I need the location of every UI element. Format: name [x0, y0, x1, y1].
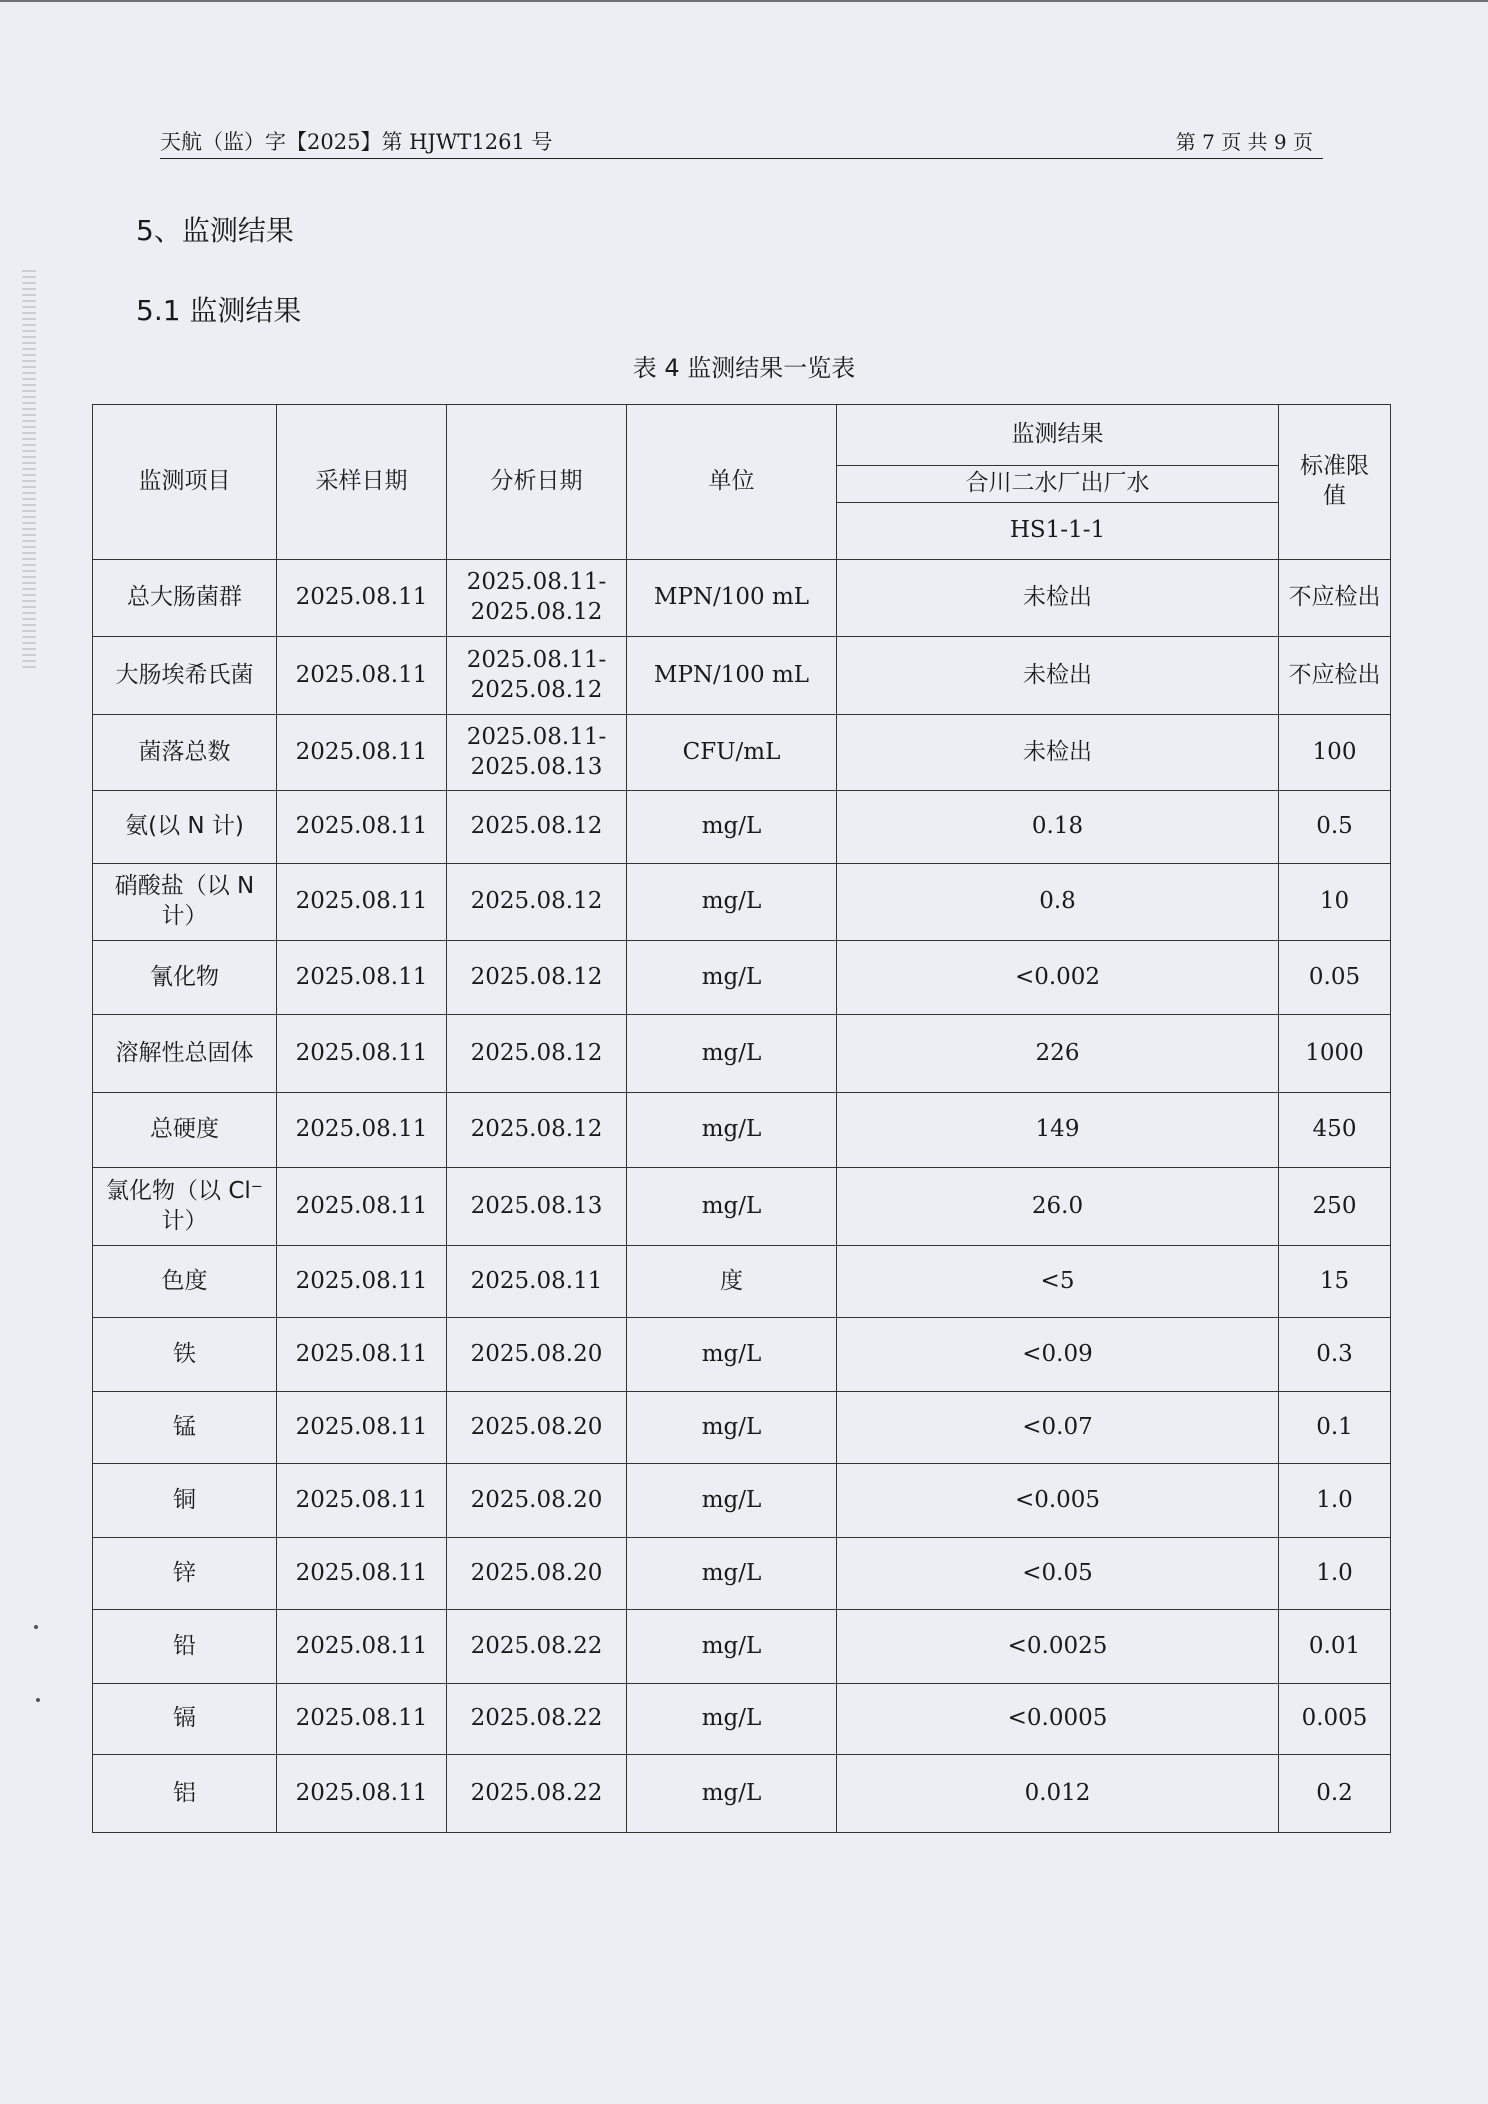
- cell-result: 0.18: [837, 791, 1279, 864]
- cell-unit: mg/L: [627, 1318, 837, 1392]
- cell-item: 氨(以 N 计): [93, 791, 277, 864]
- cell-analysis-date: 2025.08.12: [447, 1093, 627, 1168]
- header-sample-date: 采样日期: [277, 405, 447, 560]
- scan-top-edge: [0, 0, 1488, 2]
- table-row: [93, 1015, 1391, 1093]
- cell-analysis-date: 2025.08.12: [447, 1015, 627, 1093]
- header-result-group: 监测结果: [837, 405, 1279, 466]
- cell-limit: 不应检出: [1279, 637, 1391, 715]
- cell-analysis-date: 2025.08.12: [447, 864, 627, 941]
- table-row: [93, 1684, 1391, 1755]
- table-row: [93, 1755, 1391, 1833]
- cell-sample-date: 2025.08.11: [277, 1610, 447, 1684]
- cell-sample-date: 2025.08.11: [277, 715, 447, 791]
- cell-item: 锌: [93, 1538, 277, 1610]
- table-row: [93, 941, 1391, 1015]
- cell-limit: 1.0: [1279, 1464, 1391, 1538]
- cell-sample-date: 2025.08.11: [277, 1318, 447, 1392]
- page-header: [160, 122, 1323, 159]
- cell-item: 铝: [93, 1755, 277, 1833]
- cell-limit: 450: [1279, 1093, 1391, 1168]
- cell-unit: mg/L: [627, 1684, 837, 1755]
- cell-result: <0.002: [837, 941, 1279, 1015]
- cell-sample-date: 2025.08.11: [277, 1246, 447, 1318]
- scan-margin-marks: [22, 270, 36, 670]
- cell-unit: mg/L: [627, 791, 837, 864]
- cell-analysis-date: 2025.08.11: [447, 1246, 627, 1318]
- subsection-title: 5.1 监测结果: [136, 294, 302, 327]
- table-row: [93, 1538, 1391, 1610]
- cell-unit: mg/L: [627, 1392, 837, 1464]
- cell-item: 铅: [93, 1610, 277, 1684]
- cell-result: <0.09: [837, 1318, 1279, 1392]
- table-row: [93, 864, 1391, 941]
- cell-item: 硝酸盐（以 N 计）: [93, 864, 277, 941]
- header-limit: 标准限值: [1279, 405, 1391, 560]
- table-row: [93, 1392, 1391, 1464]
- cell-unit: mg/L: [627, 1464, 837, 1538]
- table-caption: 表 4 监测结果一览表: [632, 354, 856, 382]
- cell-unit: mg/L: [627, 941, 837, 1015]
- table-row: [93, 1093, 1391, 1168]
- cell-unit: mg/L: [627, 1015, 837, 1093]
- header-unit: 单位: [627, 405, 837, 560]
- cell-item: 溶解性总固体: [93, 1015, 277, 1093]
- cell-analysis-date: 2025.08.11-2025.08.12: [447, 637, 627, 715]
- cell-limit: 100: [1279, 715, 1391, 791]
- page-number: 第 7 页 共 9 页: [1175, 130, 1313, 154]
- cell-analysis-date: 2025.08.12: [447, 791, 627, 864]
- table-row: [93, 637, 1391, 715]
- cell-item: 色度: [93, 1246, 277, 1318]
- cell-result: 149: [837, 1093, 1279, 1168]
- cell-sample-date: 2025.08.11: [277, 1755, 447, 1833]
- table-row: [93, 1168, 1391, 1246]
- cell-result: 0.8: [837, 864, 1279, 941]
- cell-item: 氰化物: [93, 941, 277, 1015]
- cell-item: 铁: [93, 1318, 277, 1392]
- cell-item: 氯化物（以 Cl⁻计）: [93, 1168, 277, 1246]
- cell-limit: 不应检出: [1279, 560, 1391, 637]
- cell-limit: 0.1: [1279, 1392, 1391, 1464]
- cell-result: 226: [837, 1015, 1279, 1093]
- cell-analysis-date: 2025.08.11-2025.08.13: [447, 715, 627, 791]
- table-row: [93, 1318, 1391, 1392]
- cell-limit: 1000: [1279, 1015, 1391, 1093]
- cell-result: 0.012: [837, 1755, 1279, 1833]
- cell-result: 26.0: [837, 1168, 1279, 1246]
- cell-result: 未检出: [837, 560, 1279, 637]
- cell-sample-date: 2025.08.11: [277, 637, 447, 715]
- cell-limit: 0.01: [1279, 1610, 1391, 1684]
- table-row: [93, 1246, 1391, 1318]
- cell-item: 总硬度: [93, 1093, 277, 1168]
- cell-result: 未检出: [837, 637, 1279, 715]
- cell-item: 总大肠菌群: [93, 560, 277, 637]
- cell-sample-date: 2025.08.11: [277, 1015, 447, 1093]
- cell-item: 菌落总数: [93, 715, 277, 791]
- cell-limit: 0.5: [1279, 791, 1391, 864]
- cell-analysis-date: 2025.08.20: [447, 1464, 627, 1538]
- cell-unit: MPN/100 mL: [627, 637, 837, 715]
- cell-limit: 0.2: [1279, 1755, 1391, 1833]
- header-analysis-date: 分析日期: [447, 405, 627, 560]
- cell-result: 未检出: [837, 715, 1279, 791]
- cell-limit: 10: [1279, 864, 1391, 941]
- cell-analysis-date: 2025.08.20: [447, 1318, 627, 1392]
- cell-unit: mg/L: [627, 1538, 837, 1610]
- cell-unit: mg/L: [627, 1755, 837, 1833]
- cell-result: <5: [837, 1246, 1279, 1318]
- header-sample-code: HS1-1-1: [837, 503, 1279, 560]
- cell-limit: 0.005: [1279, 1684, 1391, 1755]
- cell-unit: mg/L: [627, 1168, 837, 1246]
- cell-unit: mg/L: [627, 864, 837, 941]
- cell-limit: 1.0: [1279, 1538, 1391, 1610]
- cell-analysis-date: 2025.08.11-2025.08.12: [447, 560, 627, 637]
- cell-sample-date: 2025.08.11: [277, 864, 447, 941]
- cell-limit: 250: [1279, 1168, 1391, 1246]
- cell-analysis-date: 2025.08.20: [447, 1392, 627, 1464]
- section-title: 5、监测结果: [136, 214, 294, 247]
- cell-sample-date: 2025.08.11: [277, 1093, 447, 1168]
- cell-unit: MPN/100 mL: [627, 560, 837, 637]
- header-item: 监测项目: [93, 405, 277, 560]
- cell-sample-date: 2025.08.11: [277, 1538, 447, 1610]
- cell-limit: 15: [1279, 1246, 1391, 1318]
- cell-sample-date: 2025.08.11: [277, 560, 447, 637]
- cell-analysis-date: 2025.08.12: [447, 941, 627, 1015]
- cell-sample-date: 2025.08.11: [277, 941, 447, 1015]
- scan-dot: [36, 1698, 40, 1702]
- header-location: 合川二水厂出厂水: [837, 466, 1279, 503]
- table-row: [93, 791, 1391, 864]
- cell-analysis-date: 2025.08.22: [447, 1610, 627, 1684]
- cell-analysis-date: 2025.08.22: [447, 1755, 627, 1833]
- cell-unit: mg/L: [627, 1610, 837, 1684]
- cell-item: 锰: [93, 1392, 277, 1464]
- cell-sample-date: 2025.08.11: [277, 1684, 447, 1755]
- cell-analysis-date: 2025.08.22: [447, 1684, 627, 1755]
- cell-analysis-date: 2025.08.13: [447, 1168, 627, 1246]
- table-row: [93, 560, 1391, 637]
- cell-unit: 度: [627, 1246, 837, 1318]
- cell-sample-date: 2025.08.11: [277, 1392, 447, 1464]
- cell-unit: mg/L: [627, 1093, 837, 1168]
- cell-limit: 0.05: [1279, 941, 1391, 1015]
- cell-analysis-date: 2025.08.20: [447, 1538, 627, 1610]
- cell-sample-date: 2025.08.11: [277, 1464, 447, 1538]
- cell-result: <0.0005: [837, 1684, 1279, 1755]
- cell-result: <0.07: [837, 1392, 1279, 1464]
- table-header: [93, 405, 1391, 560]
- table-row: [93, 715, 1391, 791]
- cell-sample-date: 2025.08.11: [277, 791, 447, 864]
- cell-result: <0.005: [837, 1464, 1279, 1538]
- cell-sample-date: 2025.08.11: [277, 1168, 447, 1246]
- table-row: [93, 1610, 1391, 1684]
- scan-dot: [34, 1625, 38, 1629]
- results-table: [92, 404, 1391, 1833]
- table-body: [93, 560, 1391, 1833]
- cell-unit: CFU/mL: [627, 715, 837, 791]
- cell-item: 铜: [93, 1464, 277, 1538]
- report-number: 天航（监）字【2025】第 HJWT1261 号: [160, 130, 553, 154]
- cell-item: 镉: [93, 1684, 277, 1755]
- cell-item: 大肠埃希氏菌: [93, 637, 277, 715]
- cell-limit: 0.3: [1279, 1318, 1391, 1392]
- table-row: [93, 1464, 1391, 1538]
- cell-result: <0.05: [837, 1538, 1279, 1610]
- cell-result: <0.0025: [837, 1610, 1279, 1684]
